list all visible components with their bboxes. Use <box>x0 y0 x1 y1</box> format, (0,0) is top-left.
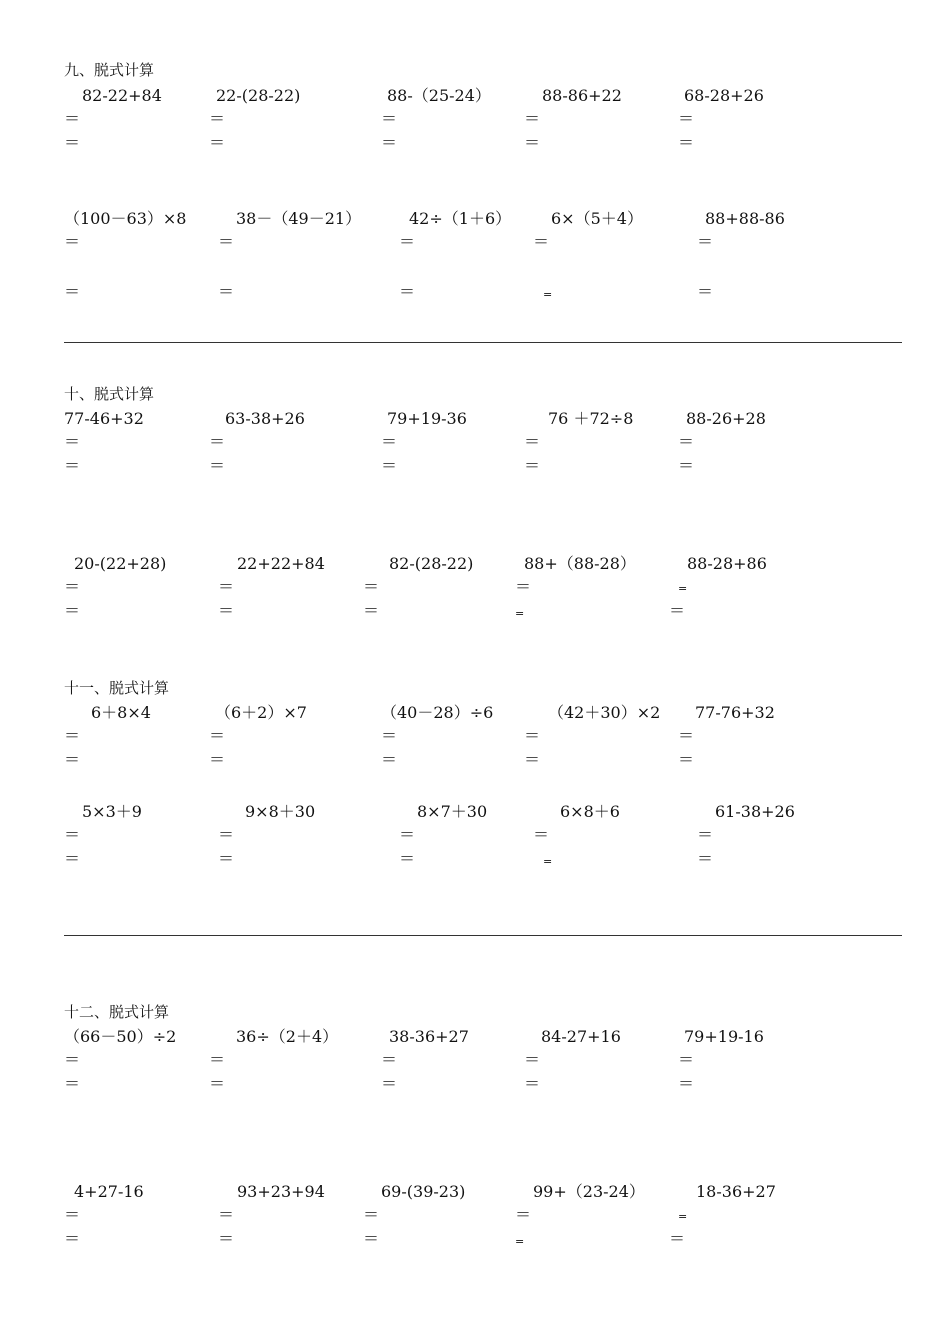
problem <box>209 409 305 475</box>
equals-sign: ＝ <box>64 109 81 128</box>
equals-sign: ＝ <box>678 456 695 475</box>
expression: 63-38+26 <box>225 409 305 428</box>
problem <box>209 1027 339 1093</box>
problem <box>64 554 167 620</box>
expression: 20-(22+28) <box>74 554 167 573</box>
problem <box>697 209 785 301</box>
section-title-10: 十、脱式计算 <box>64 385 155 403</box>
expression: 93+23+94 <box>237 1182 325 1201</box>
equals-sign: ＝ <box>218 601 235 620</box>
equals-sign: ＝ <box>678 109 695 128</box>
problem <box>64 409 144 475</box>
equals-sign: ＝ <box>218 232 235 251</box>
problem <box>64 802 142 868</box>
equals-sign: = <box>543 855 553 868</box>
expression: 76 ＋72÷8 <box>548 409 634 428</box>
equals-sign: ＝ <box>524 1050 541 1069</box>
problem <box>669 1182 776 1248</box>
equals-sign: ＝ <box>64 750 81 769</box>
expression: 88-（25-24） <box>387 86 491 105</box>
equals-sign: = <box>543 288 553 301</box>
expression: 88+（88-28） <box>524 554 636 573</box>
problem <box>64 1027 177 1093</box>
expression: 18-36+27 <box>696 1182 776 1201</box>
expression: 22+22+84 <box>237 554 325 573</box>
equals-sign: ＝ <box>363 601 380 620</box>
equals-sign: ＝ <box>524 109 541 128</box>
expression: 61-38+26 <box>715 802 795 821</box>
problem <box>697 802 795 868</box>
expression: 84-27+16 <box>541 1027 621 1046</box>
problem <box>515 554 636 620</box>
expression: 6×8＋6 <box>560 802 620 821</box>
equals-sign: ＝ <box>363 1229 380 1248</box>
expression: 36÷（2＋4） <box>236 1027 339 1046</box>
equals-sign: ＝ <box>218 1229 235 1248</box>
equals-sign: ＝ <box>381 133 398 152</box>
expression: 77-46+32 <box>64 409 144 428</box>
section-divider <box>64 342 902 343</box>
equals-sign: ＝ <box>381 1050 398 1069</box>
problem <box>669 554 767 620</box>
expression: 88-26+28 <box>686 409 766 428</box>
expression: 8×7＋30 <box>417 802 488 821</box>
expression: 42÷（1＋6） <box>409 209 512 228</box>
problem <box>64 1182 144 1248</box>
equals-sign: ＝ <box>399 825 416 844</box>
problem <box>64 86 162 152</box>
expression: （40－28）÷6 <box>381 703 494 722</box>
expression: （66－50）÷2 <box>64 1027 177 1046</box>
equals-sign: ＝ <box>399 232 416 251</box>
equals-sign: ＝ <box>678 750 695 769</box>
equals-sign: ＝ <box>678 1074 695 1093</box>
equals-sign: ＝ <box>363 577 380 596</box>
equals-sign: ＝ <box>64 577 81 596</box>
equals-sign: ＝ <box>218 849 235 868</box>
problem <box>363 554 474 620</box>
problem <box>64 703 151 769</box>
equals-sign: = <box>678 1210 688 1223</box>
equals-sign: ＝ <box>381 750 398 769</box>
problem <box>209 703 307 769</box>
expression: 6×（5＋4） <box>551 209 643 228</box>
equals-sign: = <box>515 1235 525 1248</box>
expression: 79+19-16 <box>684 1027 764 1046</box>
problem <box>678 703 775 769</box>
expression: 79+19-36 <box>387 409 467 428</box>
equals-sign: ＝ <box>697 282 714 301</box>
equals-sign: ＝ <box>209 432 226 451</box>
expression: 4+27-16 <box>74 1182 144 1201</box>
equals-sign: ＝ <box>524 432 541 451</box>
equals-sign: = <box>515 607 525 620</box>
equals-sign: ＝ <box>678 1050 695 1069</box>
equals-sign: ＝ <box>64 1050 81 1069</box>
problem <box>209 86 301 152</box>
equals-sign: ＝ <box>363 1205 380 1224</box>
expression: 22-(28-22) <box>216 86 301 105</box>
problem <box>533 209 643 301</box>
equals-sign: ＝ <box>524 1074 541 1093</box>
problem-row <box>0 86 950 156</box>
expression: 82-22+84 <box>82 86 162 105</box>
equals-sign: ＝ <box>218 1205 235 1224</box>
problem <box>524 409 634 475</box>
equals-sign: ＝ <box>64 601 81 620</box>
problem <box>218 554 325 620</box>
equals-sign: ＝ <box>64 133 81 152</box>
problem <box>533 802 620 868</box>
equals-sign: ＝ <box>678 726 695 745</box>
problem <box>381 409 467 475</box>
equals-sign: ＝ <box>515 577 532 596</box>
problem <box>678 1027 764 1093</box>
equals-sign: ＝ <box>399 282 416 301</box>
equals-sign: ＝ <box>64 726 81 745</box>
equals-sign: ＝ <box>209 726 226 745</box>
expression: 88-86+22 <box>542 86 622 105</box>
problem <box>515 1182 645 1248</box>
equals-sign: ＝ <box>524 726 541 745</box>
expression: 88-28+86 <box>687 554 767 573</box>
equals-sign: ＝ <box>218 282 235 301</box>
equals-sign: ＝ <box>381 432 398 451</box>
equals-sign: ＝ <box>209 133 226 152</box>
equals-sign: ＝ <box>524 750 541 769</box>
section-divider <box>64 935 902 936</box>
equals-sign: ＝ <box>399 849 416 868</box>
equals-sign: ＝ <box>209 1074 226 1093</box>
equals-sign: ＝ <box>678 432 695 451</box>
section-title-9: 九、脱式计算 <box>64 61 155 79</box>
equals-sign: ＝ <box>209 456 226 475</box>
expression: （6＋2）×7 <box>215 703 307 722</box>
problem-row <box>0 209 950 301</box>
problem-row <box>0 1182 950 1252</box>
problem <box>399 802 488 868</box>
problem <box>399 209 512 301</box>
problem <box>381 703 494 769</box>
equals-sign: ＝ <box>209 109 226 128</box>
expression: 88+88-86 <box>705 209 785 228</box>
expression: 38-36+27 <box>389 1027 469 1046</box>
equals-sign: ＝ <box>64 825 81 844</box>
problem <box>678 86 764 152</box>
expression: 82-(28-22) <box>389 554 474 573</box>
expression: 77-76+32 <box>695 703 775 722</box>
equals-sign: ＝ <box>697 232 714 251</box>
equals-sign: ＝ <box>381 726 398 745</box>
equals-sign: ＝ <box>64 282 81 301</box>
problem-row <box>0 802 950 872</box>
equals-sign: ＝ <box>218 577 235 596</box>
equals-sign: ＝ <box>381 456 398 475</box>
problem <box>363 1182 466 1248</box>
equals-sign: ＝ <box>64 1229 81 1248</box>
problem-row <box>0 554 950 624</box>
problem <box>64 209 187 301</box>
problem-row <box>0 703 950 773</box>
equals-sign: ＝ <box>64 432 81 451</box>
section-title-11: 十一、脱式计算 <box>64 679 170 697</box>
equals-sign: ＝ <box>533 232 550 251</box>
problem <box>524 86 622 152</box>
equals-sign: ＝ <box>381 1074 398 1093</box>
expression: 68-28+26 <box>684 86 764 105</box>
expression: （42＋30）×2 <box>548 703 661 722</box>
equals-sign: ＝ <box>64 1074 81 1093</box>
problem-row <box>0 1027 950 1097</box>
problem <box>381 1027 469 1093</box>
equals-sign: ＝ <box>209 750 226 769</box>
expression: 6＋8×4 <box>91 703 151 722</box>
problem <box>524 703 661 769</box>
equals-sign: ＝ <box>381 109 398 128</box>
expression: （100－63）×8 <box>64 209 187 228</box>
problem <box>381 86 491 152</box>
problem <box>218 1182 325 1248</box>
equals-sign: ＝ <box>524 133 541 152</box>
equals-sign: ＝ <box>533 825 550 844</box>
equals-sign: ＝ <box>64 1205 81 1224</box>
section-title-12: 十二、脱式计算 <box>64 1003 170 1021</box>
problem <box>218 802 316 868</box>
equals-sign: ＝ <box>209 1050 226 1069</box>
equals-sign: ＝ <box>64 232 81 251</box>
equals-sign: ＝ <box>669 1229 686 1248</box>
equals-sign: ＝ <box>515 1205 532 1224</box>
equals-sign: ＝ <box>697 849 714 868</box>
equals-sign: ＝ <box>524 456 541 475</box>
equals-sign: = <box>678 582 688 595</box>
equals-sign: ＝ <box>678 133 695 152</box>
equals-sign: ＝ <box>697 825 714 844</box>
equals-sign: ＝ <box>64 849 81 868</box>
expression: 5×3＋9 <box>82 802 142 821</box>
equals-sign: ＝ <box>669 601 686 620</box>
problem <box>218 209 362 301</box>
equals-sign: ＝ <box>64 456 81 475</box>
expression: 9×8＋30 <box>245 802 316 821</box>
problem <box>678 409 766 475</box>
expression: 69-(39-23) <box>381 1182 466 1201</box>
problem <box>524 1027 621 1093</box>
equals-sign: ＝ <box>218 825 235 844</box>
problem-row <box>0 409 950 479</box>
expression: 38－（49－21） <box>236 209 362 228</box>
expression: 99+（23-24） <box>533 1182 645 1201</box>
